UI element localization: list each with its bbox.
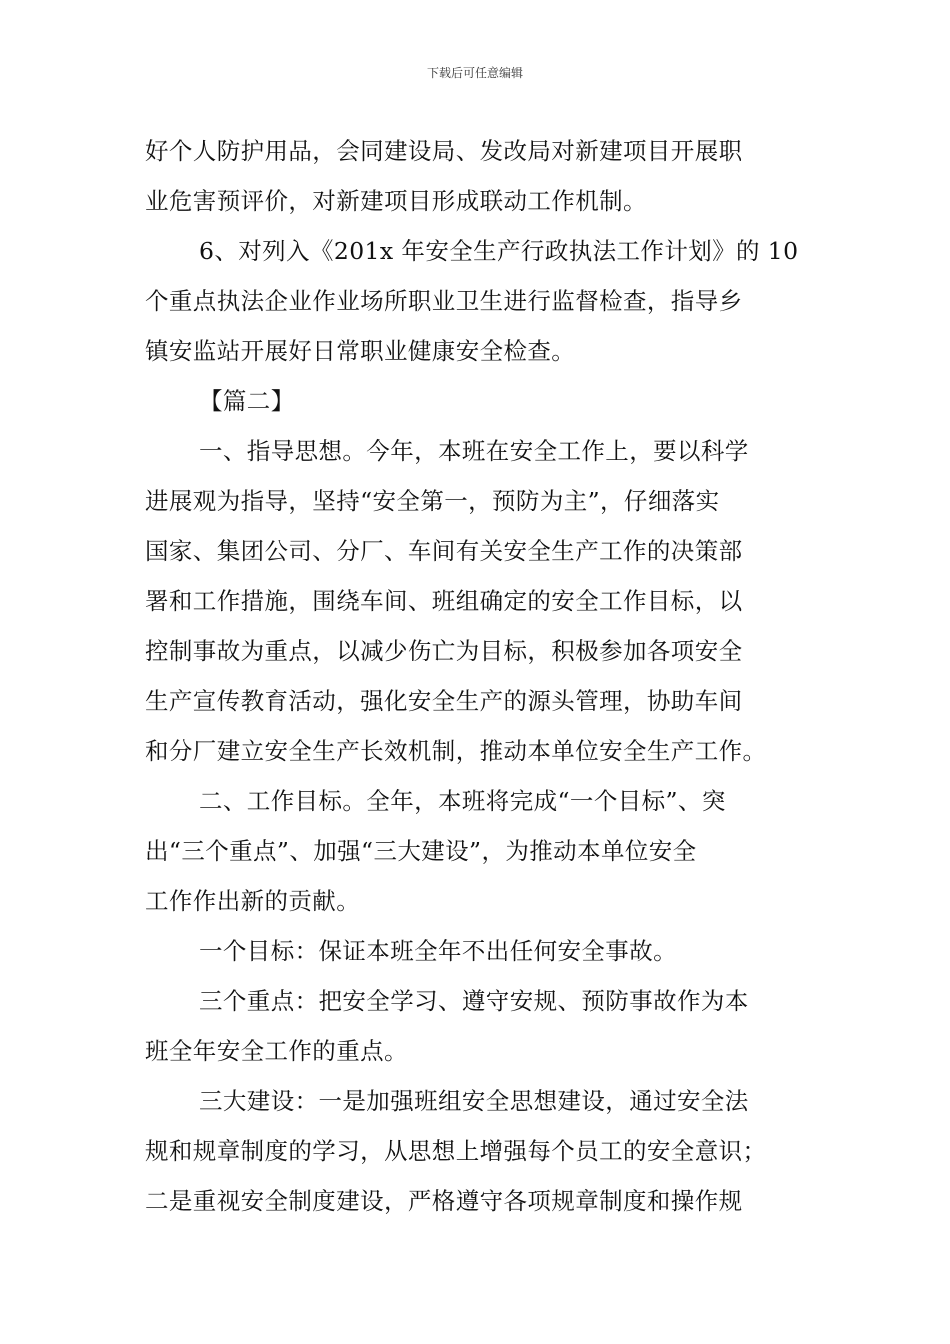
text-line: 署和工作措施，围绕车间、班组确定的安全工作目标，以 [145,587,743,615]
text-line: 控制事故为重点，以减少伤亡为目标，积极参加各项安全 [145,637,743,665]
text-line: 业危害预评价，对新建项目形成联动工作机制。 [145,187,647,215]
text-line: 规和规章制度的学习，从思想上增强每个员工的安全意识； [145,1137,767,1165]
text-line: 一个目标：保证本班全年不出任何安全事故。 [199,937,677,965]
text-line: 二是重视安全制度建设，严格遵守各项规章制度和操作规 [145,1187,743,1215]
text-line: 班全年安全工作的重点。 [145,1037,408,1065]
text-line: 【篇二】 [199,387,295,415]
text-line: 生产宣传教育活动，强化安全生产的源头管理，协助车间 [145,687,743,715]
text-line: 和分厂建立安全生产长效机制，推动本单位安全生产工作。 [145,737,767,765]
text-line: 三个重点：把安全学习、遵守安规、预防事故作为本 [199,987,749,1015]
text-line: 好个人防护用品，会同建设局、发改局对新建项目开展职 [145,137,743,165]
text-line: 二、工作目标。全年，本班将完成“一个目标”、突 [199,787,726,815]
text-line: 镇安监站开展好日常职业健康安全检查。 [145,337,576,365]
page-header-note: 下载后可任意编辑 [426,66,523,80]
text-line: 进展观为指导，坚持“安全第一，预防为主”，仔细落实 [145,487,720,515]
text-line: 出“三个重点”、加强“三大建设”，为推动本单位安全 [145,837,697,865]
text-line: 6、对列入《201x 年安全生产行政执法工作计划》的 10 [199,237,799,265]
text-line: 工作作出新的贡献。 [145,887,361,915]
document-body [145,126,810,1226]
text-line: 一、指导思想。今年，本班在安全工作上，要以科学 [199,437,749,465]
text-line: 个重点执法企业作业场所职业卫生进行监督检查，指导乡 [145,287,743,315]
text-line: 国家、集团公司、分厂、车间有关安全生产工作的决策部 [145,537,743,565]
text-line: 三大建设：一是加强班组安全思想建设，通过安全法 [199,1087,749,1115]
